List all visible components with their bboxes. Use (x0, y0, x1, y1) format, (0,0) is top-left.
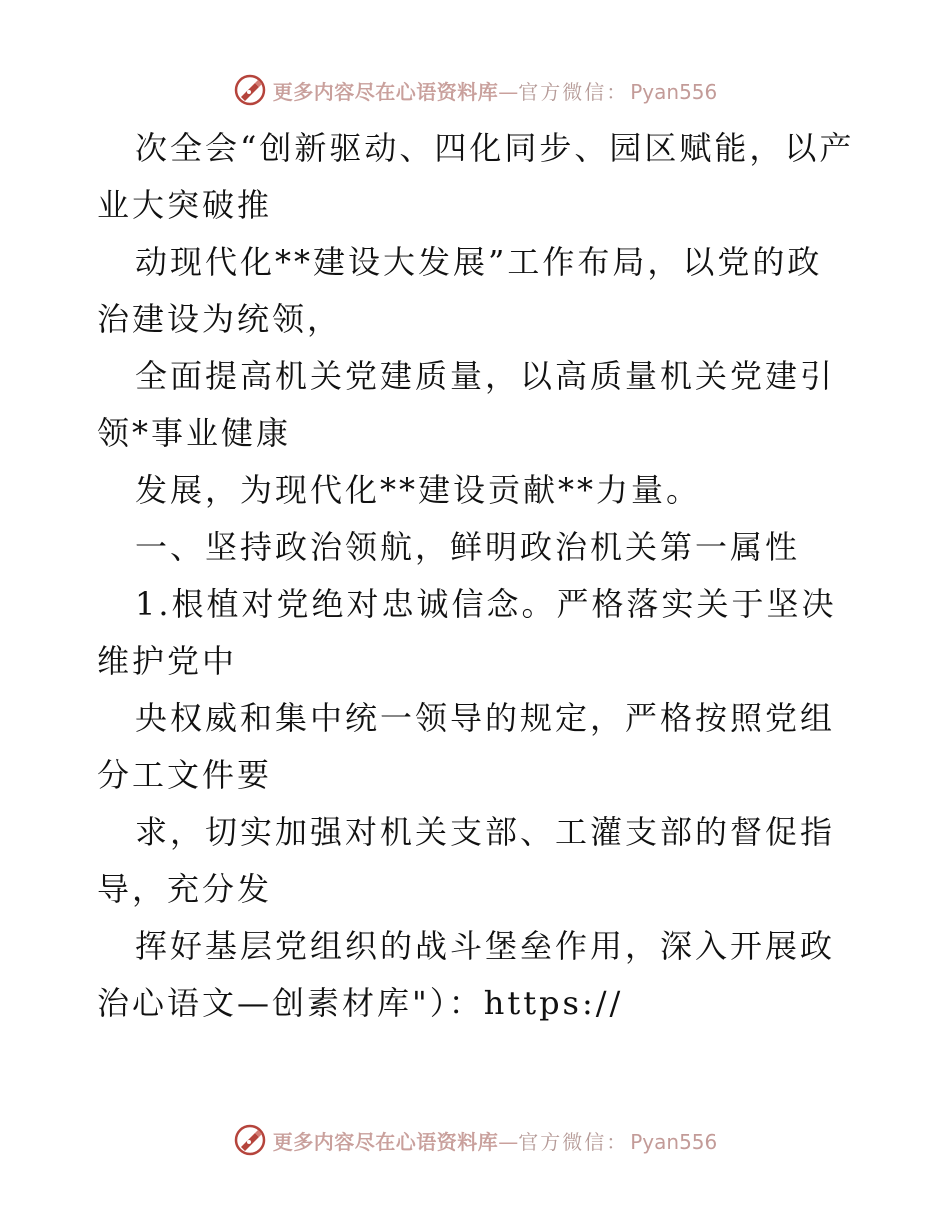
footer-banner-text (273, 1126, 718, 1155)
paragraph-line-6: 1.根植对党绝对忠诚信念。严格落实关于坚决维护党中 (97, 585, 837, 680)
banner-separator: — (498, 1129, 519, 1154)
banner-official-label: 官方微信： (518, 1129, 629, 1154)
pen-logo-icon (233, 1123, 267, 1157)
paragraph-line-3: 全面提高机关党建质量，以高质量机关党建引领*事业健康 (97, 357, 836, 452)
paragraph-line-9: 挥好基层党组织的战斗堡垒作用，深入开展政治心语文—创素材库"）：https:// (97, 927, 836, 1022)
banner-main-text: 更多内容尽在心语资料库 (272, 1129, 499, 1154)
banner-official-label: 官方微信： (518, 79, 629, 104)
paragraph-line-1: 次全会“创新驱动、四化同步、园区赋能，以产业大突破推 (97, 129, 855, 224)
banner-wechat-id: Pyan556 (630, 1129, 718, 1154)
paragraph-line-2: 动现代化**建设大发展”工作布局，以党的政治建设为统领， (97, 243, 823, 338)
banner-main-text: 更多内容尽在心语资料库 (272, 79, 499, 104)
pen-logo-icon (233, 73, 267, 107)
document-body (97, 120, 857, 1032)
header-banner-text (273, 76, 718, 105)
banner-separator: — (498, 79, 519, 104)
banner-wechat-id: Pyan556 (630, 79, 718, 104)
paragraph-line-7: 央权威和集中统一领导的规定，严格按照党组分工文件要 (97, 699, 836, 794)
paragraph-line-4: 发展，为现代化**建设贡献**力量。 (135, 471, 702, 509)
footer-banner (0, 1120, 950, 1160)
paragraph-line-8: 求，切实加强对机关支部、工灌支部的督促指导，充分发 (97, 813, 836, 908)
header-banner (0, 70, 950, 110)
section-heading-1: 一、坚持政治领航，鲜明政治机关第一属性 (135, 528, 801, 566)
